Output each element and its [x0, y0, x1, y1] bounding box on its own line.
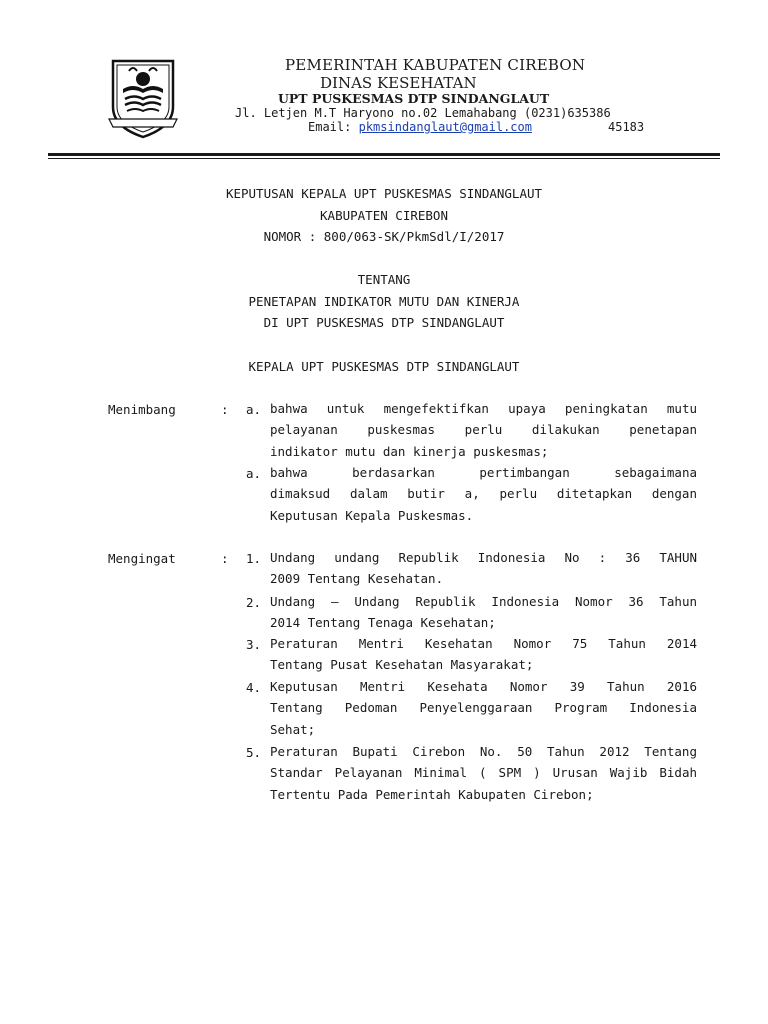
menimbang-item-number: a.	[245, 402, 261, 417]
institution-name: UPT PUSKESMAS DTP SINDANGLAUT	[278, 91, 550, 106]
mengingat-item-number: 3.	[245, 637, 261, 652]
text-line: dimaksud dalam butir a, perlu ditetapkan dengan	[270, 486, 697, 502]
text-line: Undang undang Republik Indonesia No : 36 TAHUN	[270, 550, 697, 565]
menimbang-item-number: a.	[245, 466, 261, 481]
mengingat-label: Mengingat	[108, 551, 176, 566]
text-line: Sehat;	[270, 721, 316, 737]
text-line: bahwa untuk mengefektifkan upaya peningkatan mutu	[270, 401, 697, 416]
text-line: Keputusan Kepala Puskesmas.	[270, 507, 474, 523]
mengingat-item	[270, 741, 697, 805]
government-name: PEMERINTAH KABUPATEN CIREBON	[285, 56, 586, 74]
postal-code: 45183	[608, 120, 645, 134]
mengingat-item	[270, 676, 697, 740]
text-line: Tentang Pedoman Penyelenggaraan Program Indonesia	[270, 700, 697, 716]
email-label: Email:	[308, 120, 352, 134]
mengingat-item	[270, 591, 697, 634]
address: Jl. Letjen M.T Haryono no.02 Lemahabang (0231)635386	[235, 106, 611, 120]
mengingat-item-number: 2.	[245, 595, 261, 610]
mengingat-item-number: 1.	[245, 551, 261, 566]
email-link[interactable]: pkmsindanglaut@gmail.com	[358, 120, 532, 134]
text-line: 2009 Tentang Kesehatan.	[270, 571, 444, 587]
decree-title: KEPUTUSAN KEPALA UPT PUSKESMAS SINDANGLAUT	[225, 186, 543, 201]
text-line: Peraturan Mentri Kesehatan Nomor 75 Tahun 2014	[270, 636, 697, 651]
text-line: 2014 Tentang Tenaga Kesehatan;	[270, 615, 496, 631]
mengingat-item-number: 4.	[245, 680, 261, 695]
contact-line	[308, 120, 645, 134]
text-line: Undang – Undang Republik Indonesia Nomor 36 Tahun	[270, 594, 697, 609]
agency-name: DINAS KESEHATAN	[320, 74, 477, 92]
text-line: Standar Pelayanan Minimal ( SPM ) Urusan Wajib Bidah	[270, 765, 697, 781]
text-line: bahwa berdasarkan pertimbangan sebagaimana	[270, 465, 697, 480]
mengingat-item	[270, 633, 697, 676]
decree-number: NOMOR : 800/063-SK/PkmSdl/I/2017	[263, 229, 505, 244]
text-line: indikator mutu dan kinerja puskesmas;	[270, 443, 549, 459]
letterhead-rule-thin	[48, 158, 720, 159]
menimbang-item	[270, 462, 697, 526]
menimbang-label: Menimbang	[108, 402, 176, 417]
text-line: Keputusan Mentri Kesehata Nomor 39 Tahun 2016	[270, 679, 697, 694]
mengingat-colon: :	[221, 551, 229, 566]
menimbang-colon: :	[221, 402, 229, 417]
text-line: Tertentu Pada Pemerintah Kabupaten Cirebon;	[270, 786, 594, 802]
menimbang-item	[270, 398, 697, 462]
text-line: pelayanan puskesmas perlu dilakukan penetapan	[270, 422, 697, 438]
tentang-heading: TENTANG	[357, 272, 411, 287]
mengingat-item-number: 5.	[245, 745, 261, 760]
mengingat-item	[270, 547, 697, 590]
text-line: Peraturan Bupati Cirebon No. 50 Tahun 2012 Tentang	[270, 744, 697, 759]
decree-region: KABUPATEN CIREBON	[320, 208, 448, 223]
issuer-heading: KEPALA UPT PUSKESMAS DTP SINDANGLAUT	[248, 359, 520, 374]
subject-line-2: DI UPT PUSKESMAS DTP SINDANGLAUT	[263, 315, 505, 330]
letterhead-rule-thick	[48, 153, 720, 156]
subject-line-1: PENETAPAN INDIKATOR MUTU DAN KINERJA	[248, 294, 520, 309]
text-line: Tentang Pusat Kesehatan Masyarakat;	[270, 657, 534, 673]
kabupaten-cirebon-logo	[107, 57, 179, 139]
